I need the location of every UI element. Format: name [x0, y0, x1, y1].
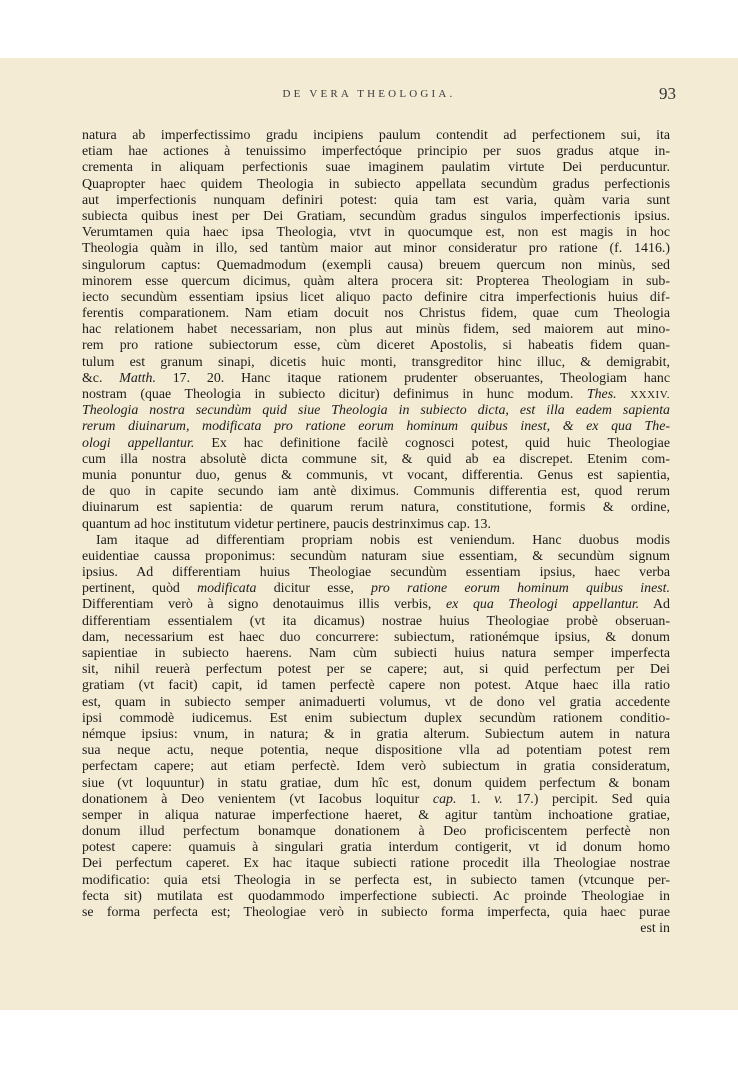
text-run: 1. — [456, 791, 495, 807]
text-line — [82, 144, 670, 160]
text-run: fecta sit) mutilata est quodammodo imperfectione subiecti. Ac proinde Theologiae in — [82, 888, 670, 904]
text-line — [82, 743, 670, 759]
text-line — [82, 565, 670, 581]
body-text — [82, 128, 670, 937]
catchword — [82, 921, 670, 937]
text-line — [82, 452, 670, 468]
text-line — [82, 225, 670, 241]
text-line — [82, 371, 670, 387]
text-line — [82, 905, 670, 921]
text-run: dicitur esse, — [256, 581, 372, 597]
text-line — [82, 160, 670, 176]
italic-text: Theologia nostra secundùm quid siue Theologia in subiecto dicta, est illa eadem sapienta — [82, 403, 670, 419]
text-line — [82, 614, 670, 630]
text-run: donum illud perfectum bonamque donationem à Deo proficiscentem perfectè non — [82, 824, 670, 840]
text-line — [82, 484, 670, 500]
text-run: némque ipsius: vnum, in natura; & in gratia alterum. Subiectum autem in natura — [82, 726, 670, 742]
text-line — [82, 727, 670, 743]
text-run: potest capere: quamuis à singulari gratia interdum contigerit, vt id donum homo — [82, 840, 670, 856]
text-run: modificatio: quia etsi Theologia in se perfecta est, in subiecto tamen (vtcunque per- — [82, 872, 670, 888]
text-line — [82, 695, 670, 711]
text-run: quantum ad hoc institutum videtur pertinere, paucis destrinximus cap. 13. — [82, 516, 491, 532]
text-run: Ad — [639, 597, 670, 613]
italic-text: v. — [494, 791, 503, 807]
text-run: est, quam in subiecto semper animaduerti volumus, vt de dono vel gratia accedente — [82, 694, 670, 710]
text-line — [82, 290, 670, 306]
text-run: siue (vt loquuntur) in statu gratiae, dum hîc est, donum quidem perfectum & bonam — [82, 775, 670, 791]
text-run: tulum est granum sinapi, dicetis huic monti, transgreditor hinc illuc, & demigrabit, — [82, 354, 670, 370]
text-run: se forma perfecta est; Theologiae verò in subiecto forma imperfecta, quia haec purae — [82, 905, 670, 920]
italic-text: modificata — [197, 581, 257, 597]
text-run — [617, 387, 631, 402]
text-line — [82, 355, 670, 371]
text-run: munia ponuntur duo, genus & communis, vt vocant, differentia. Genus est sapientia, — [82, 467, 670, 483]
text-run: Quapropter haec quidem Theologia in subiecto appellata secundùm gradus perfectionis — [82, 176, 670, 192]
text-line — [82, 338, 670, 354]
page-header — [0, 86, 738, 108]
text-run: iecto secundùm essentiam ipsius licet aliquo pacto definire citra imperfectionis huius dif- — [82, 289, 670, 305]
text-line — [82, 792, 670, 808]
text-line — [82, 517, 670, 533]
text-run: differentiam essentialem (vt ita dicamus) nostrae huius Theologiae probè obseruan- — [82, 613, 670, 629]
italic-text: cap. — [432, 791, 457, 807]
text-run: ipsi commodè iudicemus. Est enim subiectum duplex secundùm rationem conditio- — [82, 710, 670, 726]
italic-text: Thes. — [586, 387, 617, 402]
text-run: dam, necessarium est haec duo concurrere: subiectum, rationémque ipsius, & donum — [82, 629, 670, 645]
text-run: de quo in capite secundo iam antè diximus. Communis differentia est, quod rerum — [82, 484, 670, 500]
text-line — [82, 274, 670, 290]
text-line — [82, 824, 670, 840]
italic-text: ologi appellantur. — [82, 435, 195, 451]
text-line — [82, 581, 670, 597]
text-run: sit, nihil reuerà perfectum potest per se capere; aut, si quid perfectum per Dei — [82, 662, 670, 678]
text-run: pertinent, quòd — [82, 581, 198, 597]
text-line — [82, 436, 670, 452]
text-run: cum illa nostra absolutè dicta commune sit, & quid ab ea discrepet. Etenim com- — [82, 451, 670, 467]
text-run: rem pro ratione subiectorum esse, cùm diceret Apostolis, si habeatis fidem quan- — [82, 338, 670, 354]
text-line — [82, 662, 670, 678]
text-line — [82, 306, 670, 322]
text-line — [82, 597, 670, 613]
text-run: ferentis comparationem. Nam etiam docuit nos Christus fidem, quae cum Theologia — [82, 306, 670, 322]
text-line — [82, 128, 670, 144]
text-line — [82, 403, 670, 419]
text-run: sua neque actu, neque potentia, neque dispositione vlla ad potentiam potest rem — [82, 743, 670, 759]
text-line — [82, 856, 670, 872]
text-run: gratiam (vt facit) capit, id tamen perfectè capere non potest. Atque haec illa ratio — [82, 678, 670, 694]
text-run: crementa in aliquam perfectionis suae imaginem paulatim virtute Dei perducuntur. — [82, 160, 670, 176]
text-line — [82, 630, 670, 646]
text-run: 17. 20. Hanc itaque rationem prudenter obseruantes, Theologiam hanc — [155, 370, 670, 386]
text-line — [82, 776, 670, 792]
text-line — [82, 759, 670, 775]
text-line — [82, 549, 670, 565]
text-line — [82, 711, 670, 727]
text-run: etiam hae actiones à tenuissimo imperfectóque principio per suos gradus atque in- — [82, 144, 670, 160]
page-number: 93 — [659, 84, 676, 103]
text-run: euidentiae caussa proponimus: secundùm naturam siue essentiam, & secundùm signum — [82, 548, 670, 564]
text-line — [82, 241, 670, 257]
text-run: Differentiam verò à signo denotauimus illis verbis, — [82, 597, 446, 613]
text-line — [82, 193, 670, 209]
text-line — [82, 258, 670, 274]
running-head: DE VERA THEOLOGIA. — [282, 88, 456, 100]
text-run: Ex hac definitione facilè cognosci potest, quid huic Theologiae — [194, 435, 670, 451]
small-caps-text: XXXIV. — [630, 389, 670, 401]
text-run: minorem esse quercum dicimus, quàm altera procera sit: Propterea Theologiam in sub- — [82, 273, 670, 289]
text-line — [82, 840, 670, 856]
text-run: donationem à Deo venientem (vt Iacobus loquitur — [82, 791, 433, 807]
text-run: Iam itaque ad differentiam propriam nobis est veniendum. Hanc duobus modis — [96, 532, 670, 548]
text-line — [82, 500, 670, 516]
text-line — [82, 533, 670, 549]
text-run: ipsius. Ad differentiam huius Theologiae secundùm essentiam ipsius, haec verba — [82, 565, 670, 581]
text-run: Dei perfectum caperet. Ex hac itaque subiecti ratione procedit illa Theologiae nostrae — [82, 856, 670, 872]
text-line — [82, 873, 670, 889]
text-run: nostram (quae Theologia in subiecto dicitur) definimus in hunc modum. — [82, 387, 587, 402]
text-run: subiecta quibus inest per Dei Gratiam, secundùm gradus singulos imperfectionis ipsius. — [82, 208, 670, 224]
text-line — [82, 808, 670, 824]
italic-text: rerum diuinarum, modificata pro ratione eorum hominum quibus inest, & ex qua The- — [82, 419, 670, 435]
text-run: est in — [640, 921, 670, 937]
text-run: natura ab imperfectissimo gradu incipiens paulum contendit ad perfectionem sui, ita — [82, 128, 670, 143]
text-run: diuinarum est sapientia: de quarum rerum natura, constitutione, formis & ordine, — [82, 500, 670, 516]
text-line — [82, 468, 670, 484]
text-run: Verumtamen quia haec ipsa Theologia, vtvt in quocumque est, non est magis in hoc — [82, 225, 670, 241]
text-line — [82, 177, 670, 193]
text-run: perfectam capere; aut etiam perfectè. Idem verò subiectum in gratia consideratum, — [82, 759, 670, 775]
text-run: sapientiae in subiecto haerens. Nam cùm subiecti huius natura semper imperfecta — [82, 646, 670, 661]
text-line — [82, 646, 670, 662]
text-line — [82, 209, 670, 225]
text-run: singulorum captus: Quemadmodum (exempli causa) breuem quercum non minùs, sed — [82, 257, 670, 273]
text-run: Theologia quàm in illo, sed tantùm maior aut minor consideratur pro ratione (f. 1416.) — [82, 241, 670, 257]
text-line — [82, 678, 670, 694]
italic-text: ex qua Theologi appellantur. — [446, 597, 640, 613]
text-run: hac relationem habet necessariam, non plus aut minùs fidem, sed maiorem aut mino- — [82, 322, 670, 338]
italic-text: pro ratione eorum hominum quibus inest. — [371, 581, 670, 597]
text-line — [82, 419, 670, 435]
text-line — [82, 889, 670, 905]
text-run: aut imperfectionis nunquam definiri potest: quia tam est varia, quàm varia sunt — [82, 192, 670, 208]
text-line — [82, 387, 670, 403]
text-run: semper in aliqua naturae imperfectione haeret, & agitur tantùm inchoatione gratiae, — [82, 807, 670, 823]
text-line — [82, 322, 670, 338]
text-run: 17.) percipit. Sed quia — [502, 791, 670, 807]
italic-text: Matth. — [119, 370, 156, 386]
text-run: &c. — [82, 370, 120, 386]
book-page — [0, 58, 738, 1010]
